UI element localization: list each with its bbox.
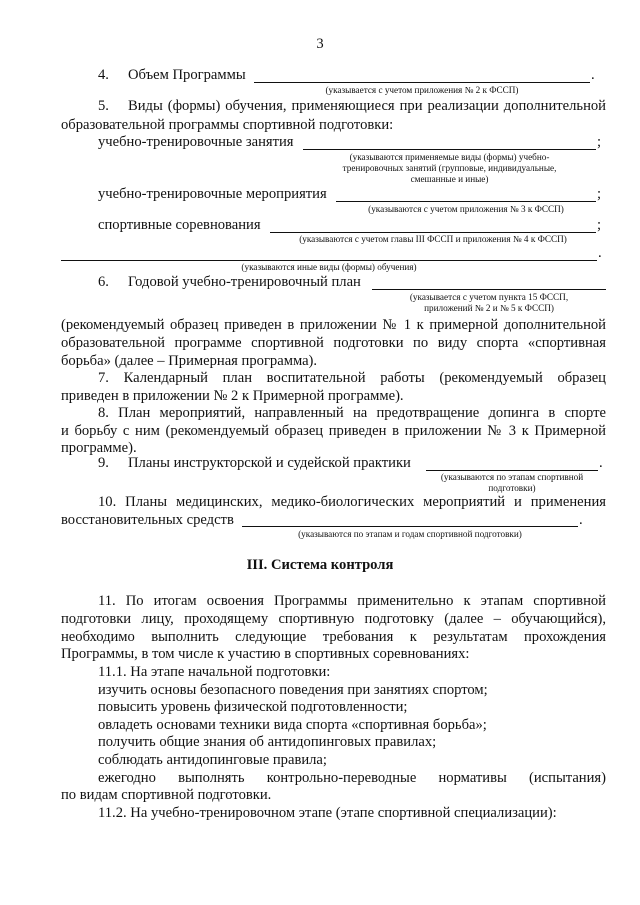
item-11-line1: 11. По итогам освоения Программы применительно к этапам спортивной [98,593,606,609]
item-10-note: (указываются по этапам и годам спортивной подготовки) [298,529,522,539]
item-11-line4: Программы, в том числе к участию в спортивных соревнованиях: [61,646,470,662]
item-11-1-last-line2: по видам спортивной подготовки. [61,787,272,803]
item-11-2-title: 11.2. На учебно-тренировочном этапе (этапе спортивной специализации): [98,805,557,821]
item-10-line1: 10. Планы медицинских, медико-биологических мероприятий и применения [98,494,606,510]
page-number: 3 [316,36,324,52]
item-7-line2: приведен в приложении № 2 к Примерной программе). [61,388,404,404]
item-4-end: . [591,67,595,83]
item-6-line1: (рекомендуемый образец приведен в приложении № 1 к примерной дополнительной [61,317,606,333]
item-9-number: 9. [98,455,109,471]
item-5a-end: ; [597,134,602,150]
item-5b-end: ; [597,186,602,202]
item-5c-note: (указываются с учетом главы III ФССП и приложения № 4 к ФССП) [299,234,567,244]
item-4-text: Объем Программы [128,67,246,83]
item-8-line2: и борьбу с ним (рекомендуемый образец приведен в приложении № 3 к Примерной [61,423,606,439]
item-5d-note: (указываются иные виды (формы) обучения) [241,262,417,272]
item-10-end: . [579,512,583,528]
item-5d-end: . [598,245,602,261]
item-5a-note1: (указываются применяемые виды (формы) учебно- [349,152,550,162]
item-6-fill-line [372,289,606,290]
item-9-fill-line [426,470,598,471]
item-5b-label: учебно-тренировочные мероприятия [98,186,327,202]
item-4-note: (указывается с учетом приложения № 2 к ФССП) [325,85,519,95]
item-5b-fill-line [336,201,596,202]
item-11-line3: необходимо выполнить следующие требования к результатам прохождения [61,629,606,645]
list-item: получить общие знания об антидопинговых правилах; [98,734,437,750]
item-5a-note3: смешанные и иные) [410,174,489,184]
section-title: III. Система контроля [246,557,394,573]
item-9-text: Планы инструкторской и судейской практики [128,455,411,471]
item-5c-end: ; [597,217,602,233]
item-9-note2: подготовки) [488,483,536,493]
item-11-line2: подготовки лицу, проходящему спортивную подготовку (далее – обучающийся), [61,611,606,627]
item-5a-note2: тренировочных занятий (групповые, индивидуальные, [342,163,557,173]
item-4-number: 4. [98,67,109,83]
item-5-line2: образовательной программы спортивной подготовки: [61,117,394,133]
item-6-note2: приложений № 2 и № 5 к ФССП) [424,303,554,313]
item-10-fill-line [242,526,578,527]
item-7-line1: 7. Календарный план воспитательной работы (рекомендуемый образец [98,370,606,386]
item-11-1-title: 11.1. На этапе начальной подготовки: [98,664,331,680]
item-6-number: 6. [98,274,109,290]
list-item: соблюдать антидопинговые правила; [98,752,327,768]
item-5d-fill-line [61,260,597,261]
item-5b-note: (указываются с учетом приложения № 3 к ФССП) [368,204,564,214]
item-6-line3: борьба» (далее – Примерная программа). [61,353,318,369]
item-5a-fill-line [303,149,596,150]
item-5a-label: учебно-тренировочные занятия [98,134,294,150]
item-8-line1: 8. План мероприятий, направленный на предотвращение допинга в спорте [98,405,606,421]
item-6-note1: (указывается с учетом пункта 15 ФССП, [409,292,569,302]
item-6-text: Годовой учебно-тренировочный план [128,274,361,290]
item-5c-label: спортивные соревнования [98,217,261,233]
item-9-end: . [599,455,603,471]
item-10-line2: восстановительных средств [61,512,234,528]
item-5-line1: Виды (формы) обучения, применяющиеся при реализации дополнительной [128,98,606,114]
item-5c-fill-line [270,232,596,233]
list-item: повысить уровень физической подготовленности; [98,699,408,715]
item-5-number: 5. [98,98,109,114]
item-8-line3: программе). [61,440,137,456]
list-item: изучить основы безопасного поведения при занятиях спортом; [98,682,488,698]
item-4-fill-line [254,82,590,83]
item-6-line2: образовательной программе спортивной подготовки по виду спорта «спортивная [61,335,606,351]
item-11-1-last-line1: ежегодно выполнять контрольно-переводные нормативы (испытания) [98,770,606,786]
item-9-note1: (указываются по этапам спортивной [440,472,584,482]
list-item: овладеть основами техники вида спорта «спортивная борьба»; [98,717,487,733]
